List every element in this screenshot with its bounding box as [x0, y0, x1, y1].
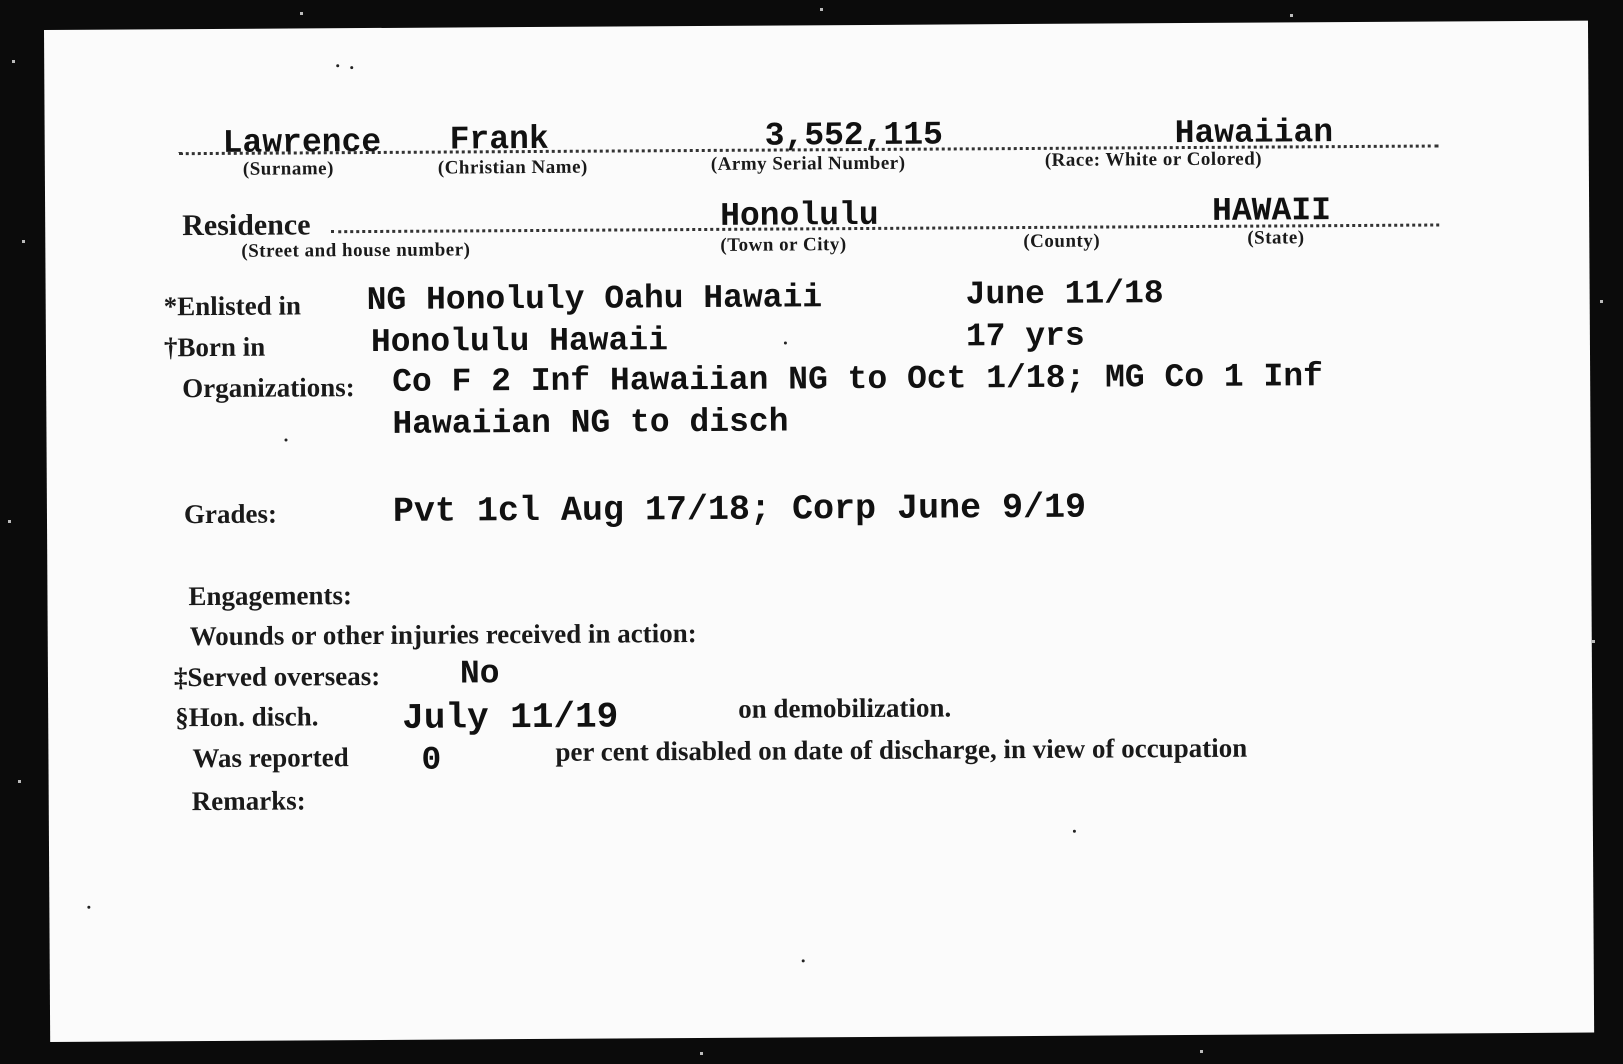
scan-noise: [802, 959, 805, 962]
scan-noise: [784, 341, 787, 344]
enlisted-date: June 11/18: [965, 275, 1164, 314]
serial-number-caption: (Army Serial Number): [710, 152, 906, 175]
discharge-label: §Hon. disch.: [175, 701, 319, 733]
county-caption: (County): [1023, 230, 1101, 253]
scan-noise: [300, 12, 303, 15]
scan-noise: [22, 240, 25, 243]
town-caption: (Town or City): [720, 234, 847, 256]
scan-noise: [285, 439, 288, 442]
grades-label: Grades:: [183, 498, 278, 530]
enlisted-place: NG Honoluly Oahu Hawaii: [366, 279, 823, 320]
service-record-card: [44, 21, 1594, 1042]
born-label: †Born in: [163, 331, 266, 363]
discharge-date: July 11/19: [402, 696, 619, 739]
state-value: HAWAII: [1212, 192, 1332, 230]
scan-noise: [1200, 1050, 1203, 1053]
scan-noise: [336, 64, 339, 67]
surname-caption: (Surname): [242, 158, 334, 180]
christian-name-caption: (Christian Name): [437, 156, 588, 179]
scan-noise: [1073, 830, 1076, 833]
discharge-suffix: on demobilization.: [738, 692, 952, 724]
serial-number-value: 3,552,115: [764, 116, 944, 155]
served-overseas-value: No: [459, 655, 500, 693]
scan-noise: [1600, 300, 1603, 303]
organizations-line-1: Co F 2 Inf Hawaiian NG to Oct 1/18; MG Co 1 Inf: [392, 358, 1324, 401]
residence-label: Residence: [182, 208, 311, 243]
served-overseas-label: ‡Served overseas:: [173, 660, 381, 693]
race-value: Hawaiian: [1174, 114, 1334, 153]
surname-value: Lawrence: [222, 123, 382, 162]
born-place: Honolulu Hawaii: [370, 322, 669, 362]
organizations-line-2: Hawaiian NG to disch: [392, 403, 789, 443]
town-value: Honolulu: [720, 196, 879, 235]
scan-noise: [820, 8, 823, 11]
remarks-label: Remarks:: [191, 785, 306, 817]
state-caption: (State): [1247, 227, 1305, 249]
engagements-label: Engagements:: [188, 580, 353, 612]
disability-percent-value: 0: [421, 741, 442, 779]
scan-noise: [12, 60, 15, 63]
was-reported-label: Was reported: [192, 742, 349, 774]
scan-noise: [18, 780, 21, 783]
born-age: 17 yrs: [965, 317, 1085, 356]
race-caption: (Race: White or Colored): [1044, 148, 1263, 171]
scan-noise: [87, 906, 90, 909]
street-caption: (Street and house number): [241, 239, 471, 262]
christian-name-value: Frank: [449, 120, 549, 159]
scan-noise: [1592, 640, 1595, 643]
scan-noise: [700, 1052, 703, 1055]
scan-noise: [1290, 14, 1293, 17]
scan-noise: [8, 520, 11, 523]
disability-suffix: per cent disabled on date of discharge, in view of occupation: [555, 732, 1248, 767]
organizations-label: Organizations:: [182, 372, 355, 404]
enlisted-label: *Enlisted in: [163, 290, 302, 322]
scan-noise: [350, 66, 353, 69]
wounds-label: Wounds or other injuries received in action:: [189, 618, 697, 652]
grades-value: Pvt 1cl Aug 17/18; Corp June 9/19: [392, 487, 1087, 532]
